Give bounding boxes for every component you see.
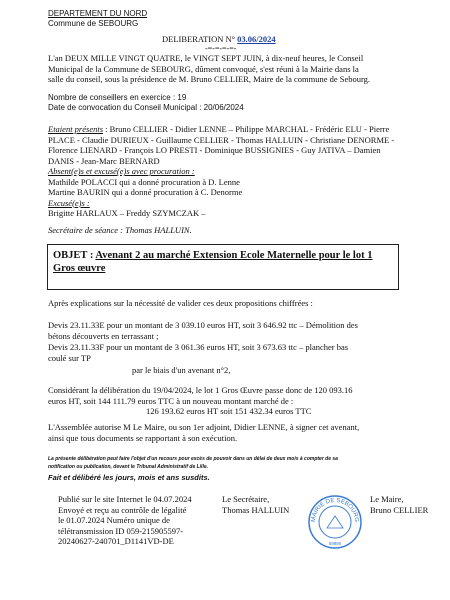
stamp-text: MAIRIE DE SEBOURG [310,497,360,523]
presence-line: PLACE - Claudie DURIEUX - Guillaume CELLIER - Thomas HALLUIN - Christiane DENORME - [48,134,395,145]
objet-title-line: Gros œuvre [53,263,106,274]
mairie-stamp [307,494,363,550]
presence-line: DANIS - Jean-Marc BERNARD [48,155,160,166]
publication-line: le 01.07.2024 Numéro unique de [58,515,170,525]
maire-role: Le Maire, [370,494,404,504]
explications-paragraph: Après explications sur la nécessité de valider ces deux propositions chiffrées : [48,298,313,308]
conseillers-count: Nombre de conseillers en exercice : 19 [48,93,187,102]
stamp-code: 59990 [328,541,342,546]
objet-box [47,244,399,290]
autorisation-paragraph [48,422,408,443]
presence-line: : Bruno CELLIER - Didier LENNE – Philippe MARCHAL - Frédéric ELU - Pierre [103,124,390,134]
objet-title-line: Avenant 2 au marché Extension Ecole Maternelle pour le lot 1 [95,250,373,261]
secretaire-name: Thomas HALLUIN [222,504,290,515]
considerant-line: Considérant la délibération du 19/04/2024, le lot 1 Gros Œuvre passe donc de 120 093.16 [48,385,353,395]
presence-line: Florence LIENARD - François LO PRESTI - Dominique BUSSIGNIES - Guy JATIVA – Damien [48,145,381,155]
crest-icon [327,516,343,528]
devis-1 [48,320,408,341]
excuses-line: Brigitte HARLAUX – Freddy SZYMCZAK – [48,208,206,218]
presence-block [48,124,408,219]
publication-line: 20240627-240701_D1141VD-DE [58,536,174,546]
notice-line: La présente délibération peut faire l'objet d'un recours pour excès de pouvoir dans un délai de deux mois à compter de sa [48,456,338,462]
departement-text: DEPARTEMENT DU NORD [48,9,148,18]
objet-label: OBJET : [53,250,94,261]
considerant-paragraph [48,385,408,417]
publication-line: Envoyé et reçu au contrôle de légalité [58,504,187,515]
intro-paragraph [48,53,408,85]
autorisation-line: L'Assemblée autorise M Le Maire, ou son 1er adjoint, Didier LENNE, à signer cet avenant, [48,422,360,432]
convocation-date: Date de convocation du Conseil Municipal : 20/06/2024 [48,103,244,112]
devis-line: coulé sur TP [48,352,91,363]
maire-signature-block [370,494,428,515]
deliberation-number-link[interactable]: 03.06/2024 [237,34,276,44]
departement-heading [48,9,147,19]
procuration-line: Martine BAURIN qui a donné procuration à C. Denorme [48,187,243,197]
objet-title [53,249,393,262]
maire-name: Bruno CELLIER [370,504,429,515]
intro-line: salle du conseil, sous la présidence de M. Bruno CELLIER, Maire de la commune de Sebourg. [48,74,371,84]
publication-line: Publié sur le site Internet le 04.07.2024 [58,494,192,504]
avenant-line: par le biais d'un avenant n°2, [132,365,231,375]
publication-line: télétransmission ID 059-215905597- [58,525,184,536]
autorisation-line: ainsi que tous documents se rapportant à son exécution. [48,432,238,443]
presence-label: Etaient présents [48,124,104,134]
deliberation-title [162,34,276,45]
devis-line: Devis 23.11.33E pour un montant de 3 039.10 euros HT, soit 3 646.92 ttc – Démolition des [48,320,358,330]
devis-2 [48,342,408,363]
commune-heading: Commune de SEBOURG [48,19,139,28]
procuration-label: Absent(e)s et excusé(e)s avec procuration : [48,166,195,176]
secretaire-signature-block [222,494,289,515]
secretaire-role: Le Secrétaire, [222,494,270,504]
deliberation-label: DELIBERATION N° [162,34,236,44]
fait-delibere: Fait et délibéré les jours, mois et ans susdits. [48,473,210,482]
recours-notice [48,455,408,471]
intro-line: L'an DEUX MILLE VINGT QUATRE, le VINGT SEPT JUIN, à dix-neuf heures, le Conseil [48,53,364,63]
procuration-line: Mathilde POLACCI qui a donné procuration à D. Lenne [48,176,240,187]
publication-info [58,494,208,547]
intro-line: Municipal de la Commune de SEBOURG, dûment convoqué, s'est réuni à la Mairie dans la [48,63,359,74]
considerant-total: 126 193.62 euros HT soit 151 432.34 euros TTC [146,406,312,416]
header-separator: -=-=-=-=- [205,44,237,53]
devis-line: Devis 23.11.33F pour un montant de 3 061.36 euros HT, soit 3 673.63 ttc – plancher bas [48,342,349,352]
considerant-line: euros HT, soit 144 111.79 euros TTC à un nouveau montant marché de : [48,395,294,406]
notice-line: notification ou publication, devant le Tribunal Administratif de Lille. [48,464,209,470]
devis-line: bétons découverts en terrassant ; [48,330,159,341]
secretaire-seance: Secrétaire de séance : Thomas HALLUIN. [48,225,192,235]
excuses-label: Excusé(e)s : [48,197,90,208]
